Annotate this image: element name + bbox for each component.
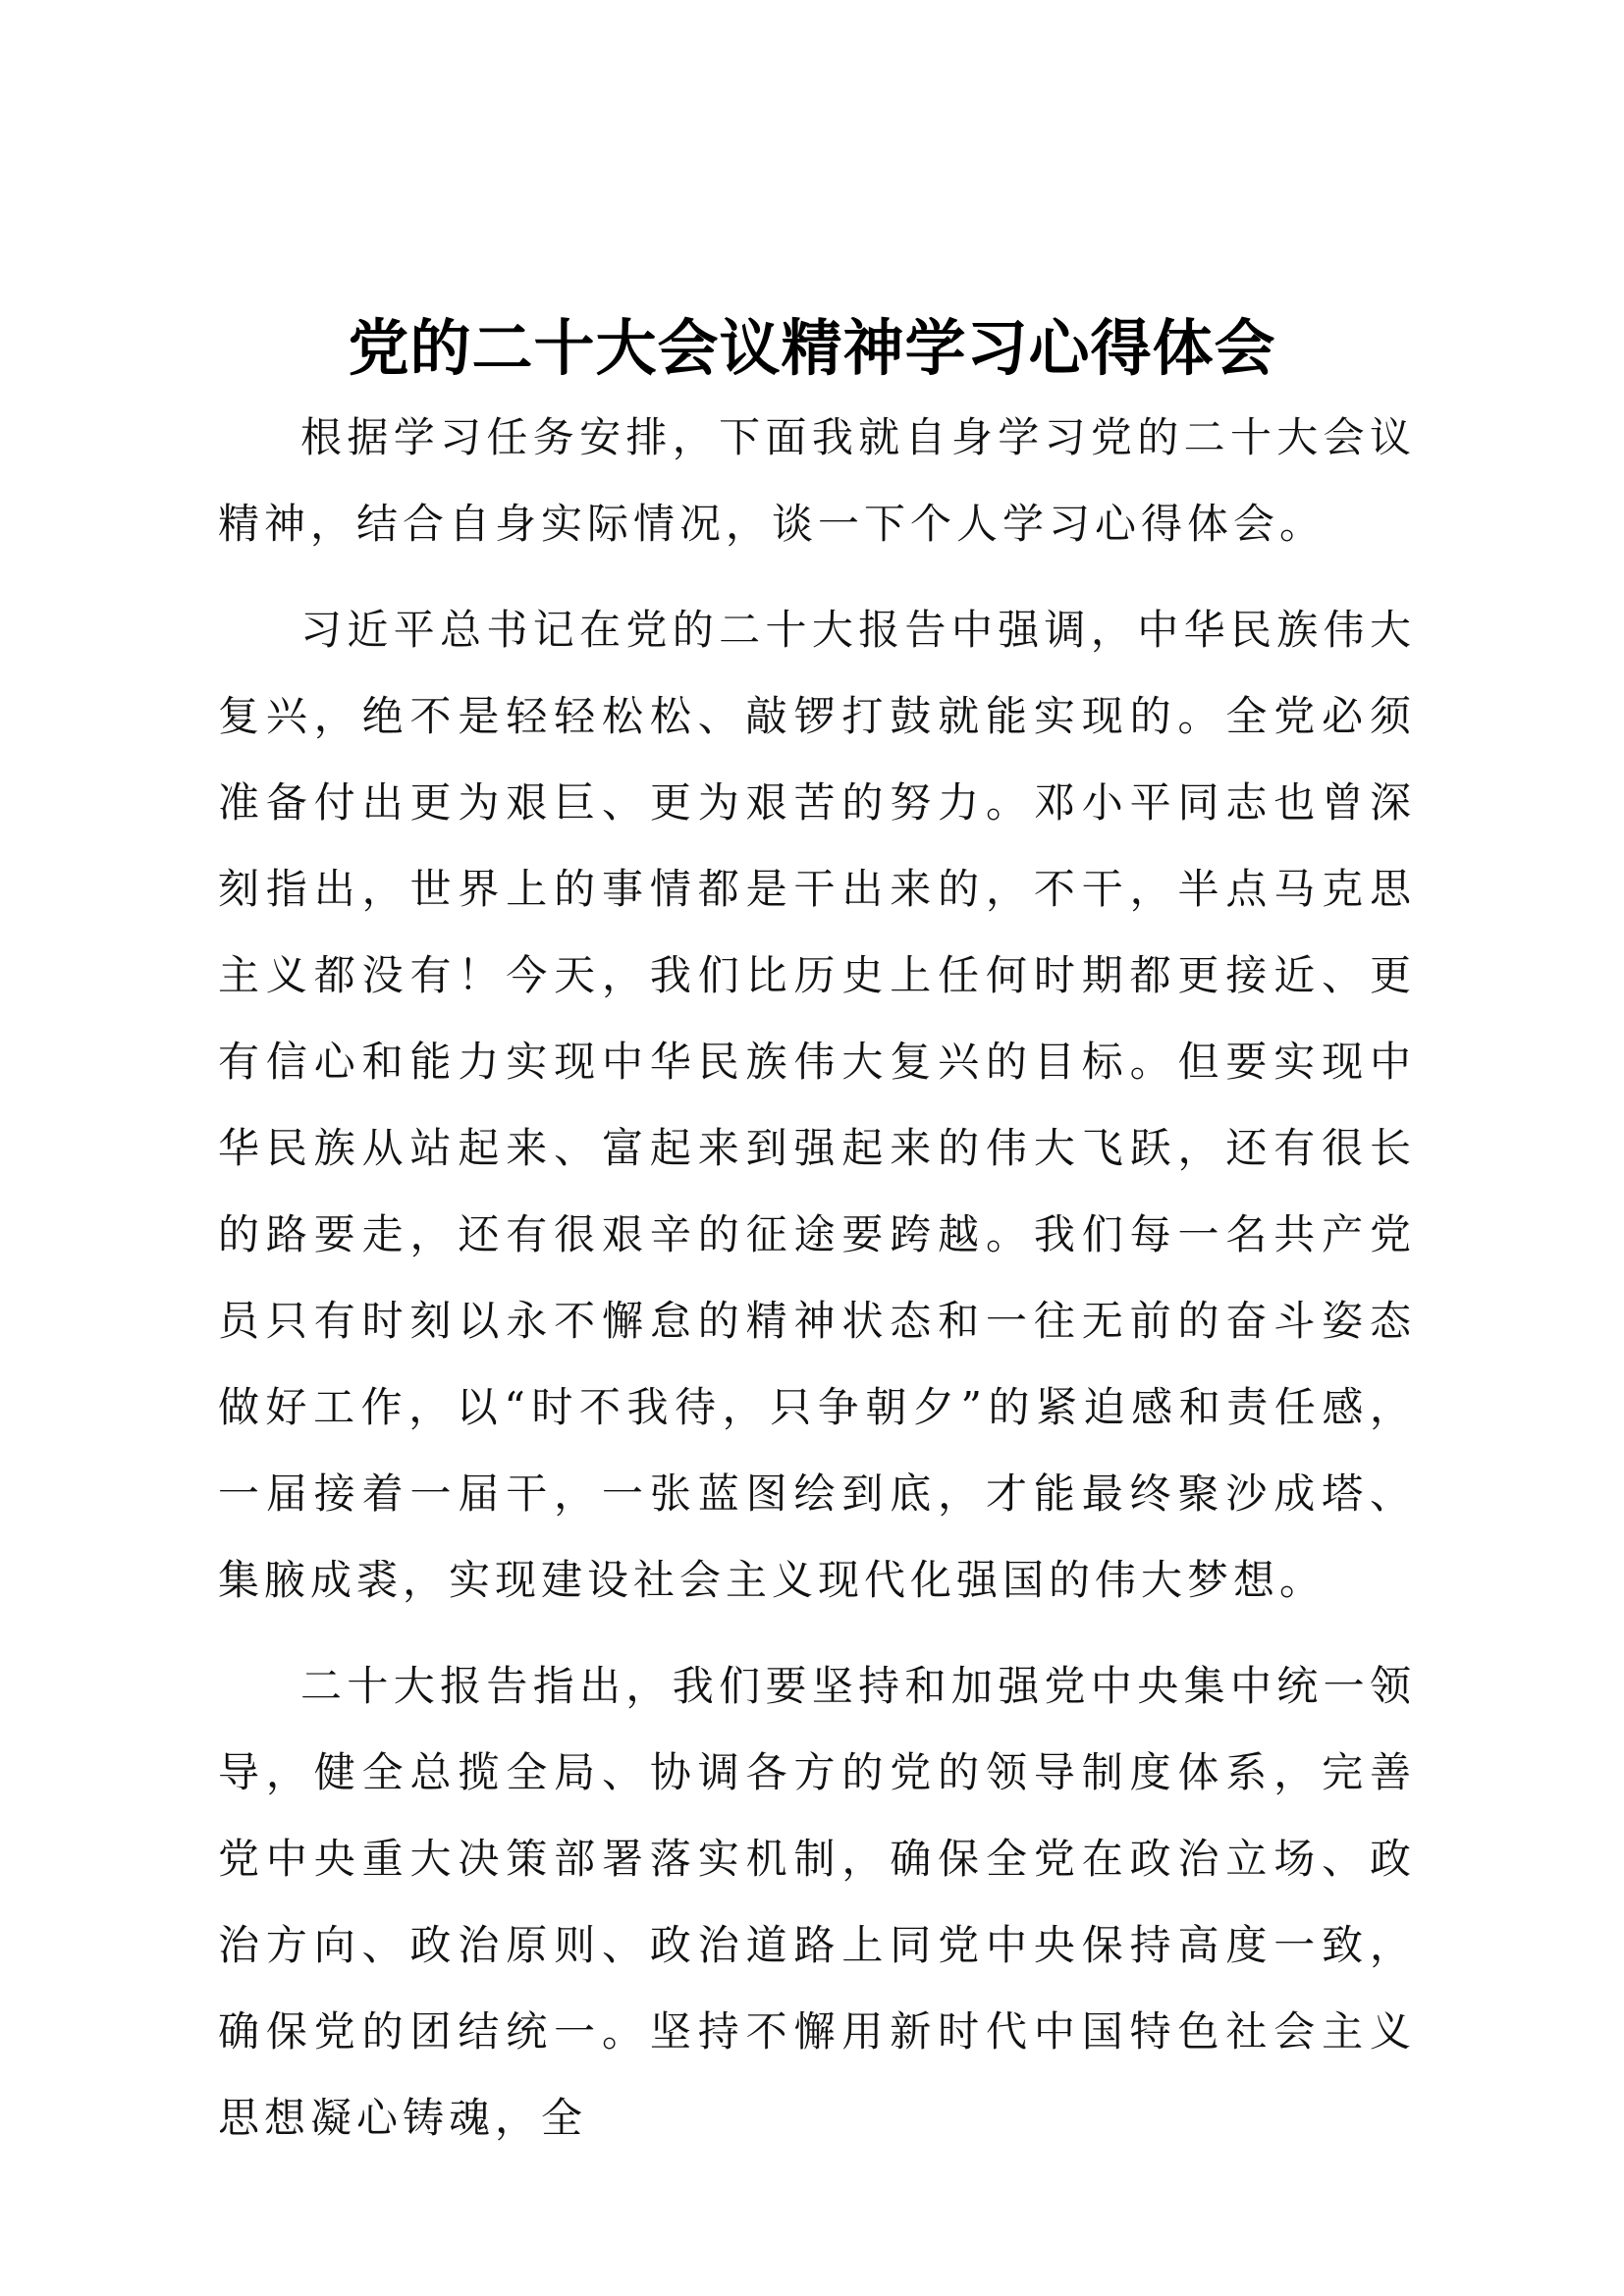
document-title: 党的二十大会议精神学习心得体会 — [348, 312, 1276, 384]
document-body — [218, 395, 1416, 2162]
paragraph-rejuvenation: 习近平总书记在党的二十大报告中强调，中华民族伟大复兴，绝不是轻轻松松、敲锣打鼓就能实现的。全党必须准备付出更为艰巨、更为艰苦的努力。邓小平同志也曾深刻指出，世界上的事情都是干出来的，不干，半点马克思主义都没有！今天，我们比历史上任何时期都更接近、更有信心和能力实现中华民族伟大复兴的目标。但要实现中华民族从站起来、富起来到强起来的伟大飞跃，还有很长的路要走，还有很艰辛的征途要跨越。我们每一名共产党员只有时刻以永不懈怠的精神状态和一往无前的奋斗姿态做好工作，以“时不我待，只争朝夕”的紧迫感和责任感，一届接着一届干，一张蓝图绘到底，才能最终聚沙成塔、集腋成裘，实现建设社会主义现代化强国的伟大梦想。 — [218, 606, 1416, 1604]
paragraph-intro: 根据学习任务安排，下面我就自身学习党的二十大会议精神，结合自身实际情况，谈一下个人学习心得体会。 — [218, 413, 1416, 548]
paragraph-leadership: 二十大报告指出，我们要坚持和加强党中央集中统一领导，健全总揽全局、协调各方的党的领导制度体系，完善党中央重大决策部署落实机制，确保全党在政治立场、政治方向、政治原则、政治道路上同党中央保持高度一致，确保党的团结统一。坚持不懈用新时代中国特色社会主义思想凝心铸魂，全 — [218, 1662, 1416, 2142]
